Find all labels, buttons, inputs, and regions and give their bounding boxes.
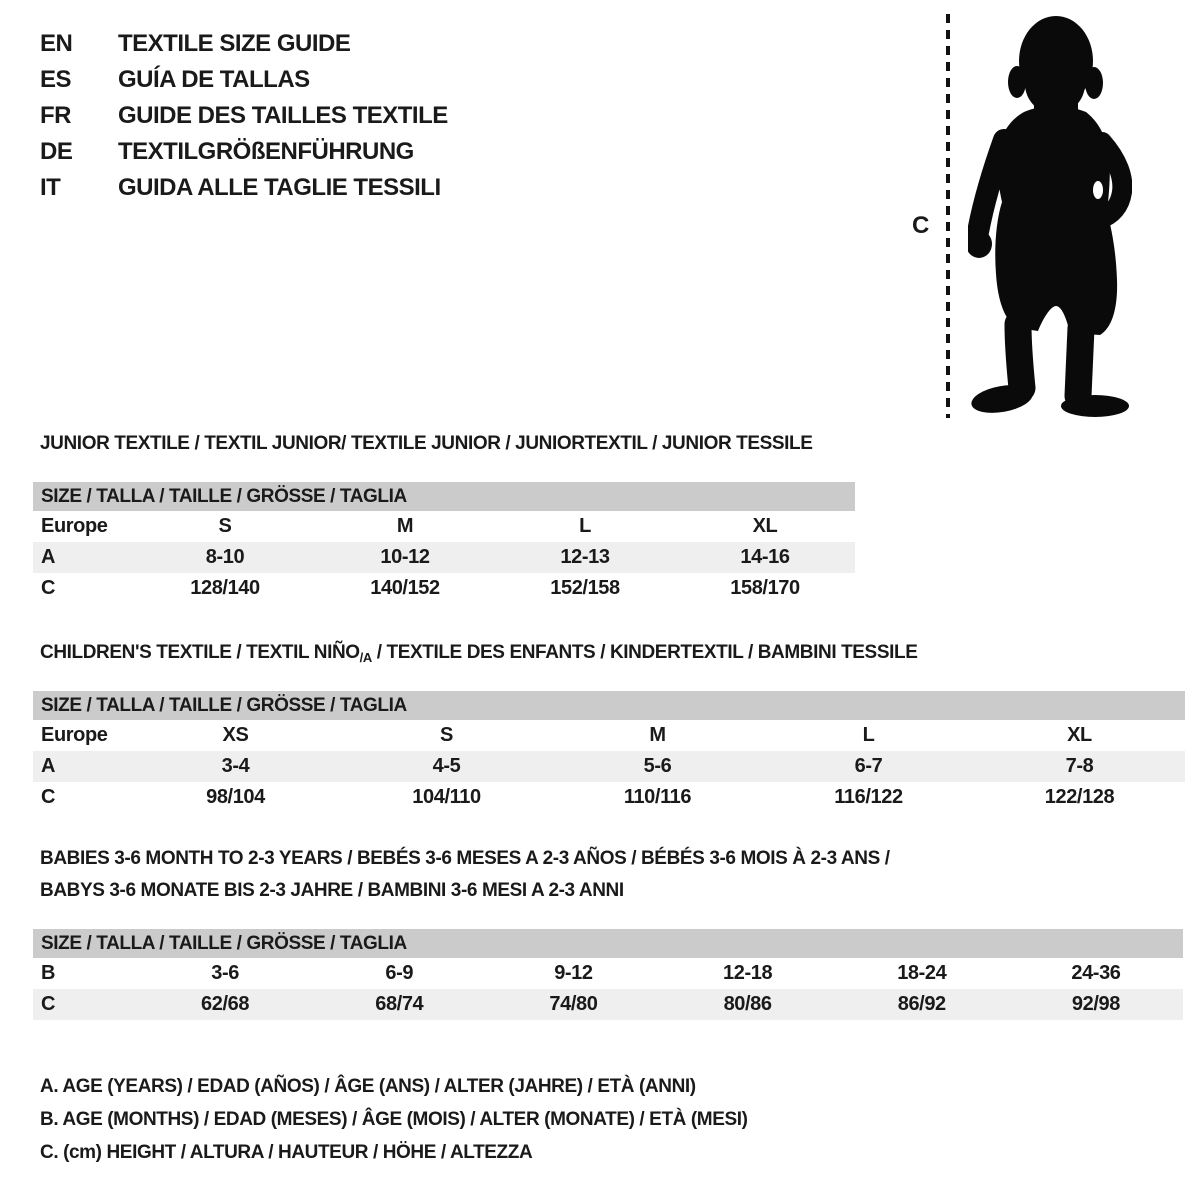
age-cell: 9-12 — [554, 962, 593, 984]
table-row-height — [33, 989, 1183, 1020]
size-cell: XL — [1067, 724, 1092, 746]
height-cell: 116/122 — [834, 786, 903, 808]
row-label: A — [41, 546, 56, 568]
height-cell: 158/170 — [730, 577, 800, 599]
toddler-silhouette-icon — [968, 16, 1132, 418]
age-cell: 18-24 — [897, 962, 947, 984]
height-cell: 152/158 — [550, 577, 620, 599]
height-cell: 86/92 — [897, 993, 946, 1015]
size-cell: XS — [222, 724, 249, 746]
table-row-age — [33, 542, 855, 573]
babies-size-header: SIZE / TALLA / TAILLE / GRÖSSE / TAGLIA — [33, 929, 1183, 958]
children-size-table — [33, 691, 1185, 813]
height-cell: 68/74 — [375, 993, 424, 1015]
age-cell: 3-6 — [211, 962, 239, 984]
junior-section-title: JUNIOR TEXTILE / TEXTIL JUNIOR/ TEXTILE JUNIOR / JUNIORTEXTIL / JUNIOR TESSILE — [40, 433, 813, 454]
height-cell: 140/152 — [370, 577, 440, 599]
language-row-de — [40, 134, 448, 170]
language-title: GUIDA ALLE TAGLIE TESSILI — [118, 174, 441, 201]
table-row-height — [33, 782, 1185, 813]
babies-section-title-line2: BABYS 3-6 MONATE BIS 2-3 JAHRE / BAMBINI 3-6 MESI A 2-3 ANNI — [40, 880, 624, 901]
legend-age-months: B. AGE (MONTHS) / EDAD (MESES) / ÂGE (MOIS) / ALTER (MONATE) / ETÀ (MESI) — [40, 1109, 748, 1130]
language-code: EN — [40, 30, 73, 57]
age-cell: 12-18 — [723, 962, 773, 984]
language-row-fr — [40, 98, 448, 134]
children-section-title — [40, 642, 917, 664]
table-row-age-months — [33, 958, 1183, 989]
size-cell: M — [649, 724, 666, 746]
language-code: DE — [40, 138, 73, 165]
size-cell: S — [440, 724, 453, 746]
size-cell: S — [218, 515, 232, 537]
height-cell: 104/110 — [412, 786, 481, 808]
language-code: ES — [40, 66, 72, 93]
size-cell: XL — [752, 515, 778, 537]
language-code: FR — [40, 102, 71, 129]
height-cell: 128/140 — [190, 577, 260, 599]
row-label: C — [41, 993, 56, 1015]
age-cell: 5-6 — [643, 755, 672, 777]
legend-height-cm: C. (cm) HEIGHT / ALTURA / HAUTEUR / HÖHE / ALTEZZA — [40, 1142, 533, 1163]
height-measure-dashed-line — [946, 14, 950, 418]
age-cell: 6-9 — [385, 962, 414, 984]
height-cell: 62/68 — [201, 993, 250, 1015]
age-cell: 12-13 — [560, 546, 610, 568]
legend-age-years: A. AGE (YEARS) / EDAD (AÑOS) / ÂGE (ANS) / ALTER (JAHRE) / ETÀ (ANNI) — [40, 1076, 696, 1097]
language-title: TEXTILE SIZE GUIDE — [118, 30, 351, 57]
row-label: C — [41, 786, 56, 808]
height-cell: 98/104 — [206, 786, 265, 808]
row-label: A — [41, 755, 56, 777]
height-cell: 122/128 — [1044, 786, 1115, 808]
babies-size-table — [33, 929, 1183, 1020]
children-title-sub: /A — [359, 650, 372, 665]
junior-size-table — [33, 482, 855, 604]
row-label: C — [41, 577, 56, 599]
language-code: IT — [40, 174, 61, 201]
height-cell: 80/86 — [723, 993, 772, 1015]
height-cell: 110/116 — [623, 786, 692, 808]
age-cell: 10-12 — [380, 546, 430, 568]
age-cell: 14-16 — [740, 546, 790, 568]
age-cell: 8-10 — [205, 546, 245, 568]
table-row-europe — [33, 511, 855, 542]
junior-size-header: SIZE / TALLA / TAILLE / GRÖSSE / TAGLIA — [33, 482, 855, 511]
size-cell: L — [862, 724, 875, 746]
language-title-list — [40, 26, 448, 206]
height-cell: 74/80 — [549, 993, 598, 1015]
language-title: GUIDE DES TAILLES TEXTILE — [118, 102, 448, 129]
children-title-part2: / TEXTILE DES ENFANTS / KINDERTEXTIL / BAMBINI TESSILE — [371, 642, 918, 663]
children-title-part1: CHILDREN'S TEXTILE / TEXTIL NIÑO — [40, 642, 360, 663]
language-title: GUÍA DE TALLAS — [118, 66, 310, 93]
row-label: B — [41, 962, 56, 984]
babies-section-title-line1: BABIES 3-6 MONTH TO 2-3 YEARS / BEBÉS 3-6 MESES A 2-3 AÑOS / BÉBÉS 3-6 MOIS À 2-3 ANS / — [40, 848, 890, 869]
table-row-age — [33, 751, 1185, 782]
language-title: TEXTILGRÖßENFÜHRUNG — [118, 138, 414, 165]
children-size-header: SIZE / TALLA / TAILLE / GRÖSSE / TAGLIA — [33, 691, 1185, 720]
legend — [40, 1070, 748, 1169]
age-cell: 3-4 — [221, 755, 250, 777]
size-cell: M — [396, 515, 414, 537]
language-row-es — [40, 62, 448, 98]
age-cell: 4-5 — [432, 755, 461, 777]
language-row-it — [40, 170, 448, 206]
height-cell: 92/98 — [1071, 993, 1120, 1015]
age-cell: 24-36 — [1071, 962, 1121, 984]
language-row-en — [40, 26, 448, 62]
table-row-height — [33, 573, 855, 604]
table-row-europe — [33, 720, 1185, 751]
size-cell: L — [579, 515, 591, 537]
row-label: Europe — [41, 724, 108, 746]
age-cell: 7-8 — [1065, 755, 1094, 777]
age-cell: 6-7 — [854, 755, 883, 777]
height-measure-label: C — [912, 212, 930, 239]
row-label: Europe — [41, 515, 108, 537]
